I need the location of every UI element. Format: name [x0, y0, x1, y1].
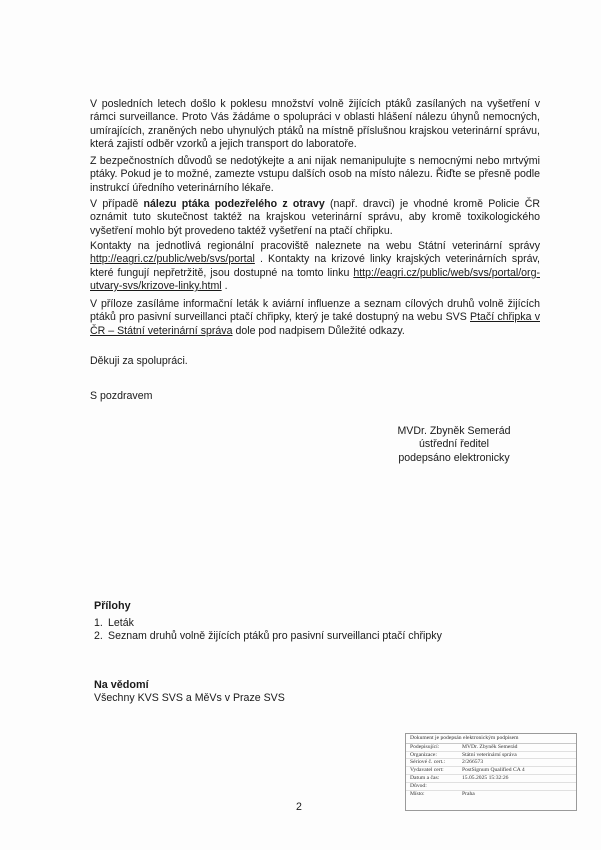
list-item-number: 2. — [94, 630, 103, 643]
p3-bold-text: nálezu ptáka podezřelého z otravy — [143, 198, 325, 210]
p5-text-after: dole pod nadpisem Důležité odkazy. — [232, 324, 405, 337]
p4-text-middle: . Kontakty na krizové linky krajských veterinárních správ, které fungují nepřetržitě, jsou dostupné na tomto linku — [90, 253, 540, 279]
list-item-text: Seznam druhů volně žijících ptáků pro pasivní surveillanci ptačí chřipky — [108, 630, 442, 643]
signature-title: ústřední ředitel — [418, 438, 490, 451]
list-item-text: Leták — [108, 617, 134, 629]
paragraph-surveillance: V posledních letech došlo k poklesu množství volně žijících ptáků zasílaných na vyšetření v rámci surveillance. Proto Vás žádáme o spolupráci v oblasti hlášení nálezu úhynů nemocných, umírajících, zraněných nebo uhynulých ptáků na místně příslušnou krajskou veterinární správu, která zajistí odběr vzorků a jejich transport do laboratoře. — [90, 98, 540, 151]
p4-text-after: . — [221, 280, 228, 293]
signature-name: MVDr. Zbyněk Semerád — [397, 425, 511, 437]
signature-note: podepsáno elektronicky — [398, 451, 510, 464]
attachments-heading: Přílohy — [94, 600, 131, 612]
closing-greeting: S pozdravem — [90, 390, 153, 402]
paragraph-safety: Z bezpečnostních důvodů se nedotýkejte a ani nijak nemanipulujte s nemocnými nebo mrtvými ptáky. Pokud je to možné, zamezte vstupu dalších osob na místo nálezu. Řiďte se přesně podle instrukcí úředního veterinárního lékaře. — [90, 155, 540, 194]
stamp-key: Podepisující: — [410, 743, 440, 750]
cc-heading: Na vědomí — [94, 679, 149, 691]
signature-block — [384, 425, 524, 465]
p5-text-before: V příloze zasíláme informační leták k aviární influenze a seznam cílových druhů volně žijících ptáků pro pasivní surveillanci ptačí chřipky, který je také dostupný na webu SVS — [90, 298, 540, 324]
stamp-value: MVDr. Zbyněk Semerád — [462, 743, 518, 750]
stamp-key: Důvod: — [410, 782, 427, 789]
stamp-row — [406, 783, 576, 791]
p3-text-before: V případě — [90, 198, 144, 210]
stamp-row — [406, 744, 576, 752]
stamp-key: Organizace: — [410, 751, 437, 758]
page-number: 2 — [296, 801, 302, 813]
stamp-row — [406, 791, 576, 798]
avian-flu-link[interactable]: Ptačí chřipka v ČR – Státní veterinární správa — [90, 311, 540, 337]
list-item — [94, 630, 442, 643]
stamp-value: 2/266573 — [462, 759, 484, 766]
electronic-signature-stamp — [405, 733, 577, 811]
list-item-number: 1. — [94, 617, 103, 629]
stamp-row — [406, 767, 576, 775]
stamp-row — [406, 775, 576, 783]
paragraph-attachment-info — [90, 298, 540, 338]
attachments-list — [94, 617, 442, 644]
paragraph-contacts — [90, 240, 540, 294]
stamp-key: Datum a čas: — [410, 774, 440, 781]
stamp-key: Místo: — [410, 790, 425, 797]
list-item — [94, 617, 442, 630]
stamp-row — [406, 752, 576, 760]
p4-text-before: Kontakty na jednotlivá regionální pracoviště naleznete na webu Státní veterinární správy — [90, 240, 540, 252]
stamp-value: PostSignum Qualified CA 4 — [462, 767, 525, 774]
crisis-lines-link[interactable]: http://eagri.cz/public/web/svs/portal/org-utvary-svs/krizove-linky.html — [90, 266, 540, 293]
svs-portal-link[interactable]: http://eagri.cz/public/web/svs/portal — [90, 253, 255, 266]
stamp-value: Státní veterinární správa — [462, 751, 517, 758]
paragraph-thanks: Děkuji za spolupráci. — [90, 355, 188, 367]
paragraph-poisoning — [90, 198, 540, 238]
stamp-value: Praha — [462, 790, 475, 797]
stamp-header: Dokument je podepsán elektronickým podpisem — [406, 734, 576, 744]
cc-recipients: Všechny KVS SVS a MěVs v Praze SVS — [94, 692, 285, 704]
p3-text-after: (např. dravci) je vhodné kromě Policie ČR oznámit tuto skutečnost taktéž na krajskou veterinární správu, aby kromě toxikologického vyšetření mohlo být provedeno taktéž vyšetření na ptačí chřipku. — [90, 198, 540, 237]
stamp-value: 15.05.2025 15:32:26 — [462, 774, 509, 781]
stamp-key: Vydavatel cert: — [410, 767, 444, 774]
stamp-key: Sériové č. cert.: — [410, 759, 446, 766]
